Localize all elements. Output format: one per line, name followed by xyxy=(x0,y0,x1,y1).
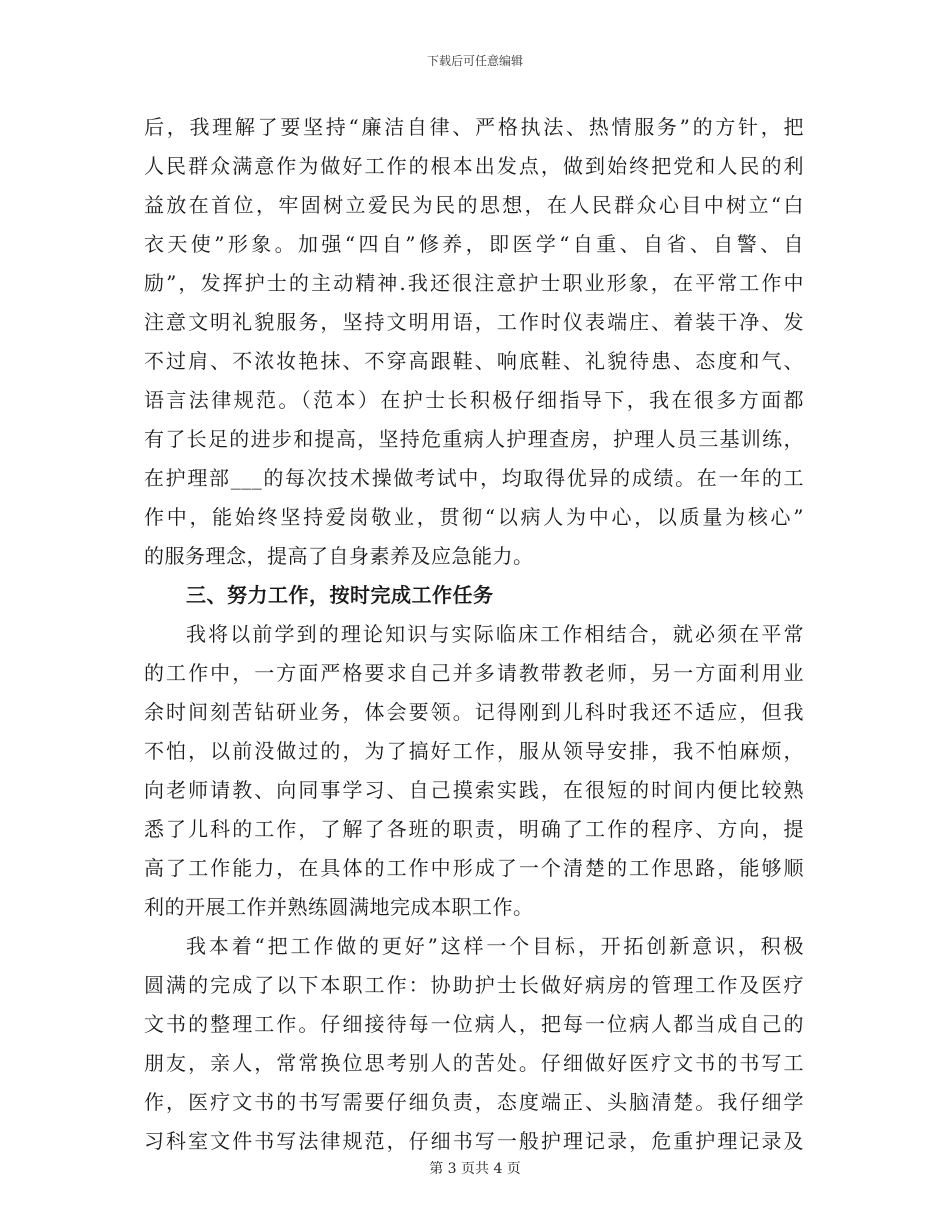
body-line: 利的开展工作并熟练圆满地完成本职工作。 xyxy=(144,895,534,919)
page-header: 下载后可任意编辑 xyxy=(426,54,523,68)
body-line: 人民群众满意作为做好工作的根本出发点，做到始终把党和人民的利 xyxy=(144,154,804,178)
body-line: 悉了儿科的工作，了解了各班的职责，明确了工作的程序、方向，提 xyxy=(144,817,804,841)
body-line: 有了长足的进步和提高，坚持危重病人护理查房，护理人员三基训练， xyxy=(144,427,804,451)
page-footer: 第 3 页共 4 页 xyxy=(429,1161,521,1177)
body-line: 作中，能始终坚持爱岗敬业，贯彻“以病人为中心，以质量为核心” xyxy=(144,505,804,529)
body-line: 我本着“把工作做的更好”这样一个目标，开拓创新意识，积极 xyxy=(186,934,804,958)
body-line: 向老师请教、向同事学习、自己摸索实践，在很短的时间内便比较熟 xyxy=(144,778,804,802)
body-line: 作，医疗文书的书写需要仔细负责，态度端正、头脑清楚。我仔细学 xyxy=(144,1090,804,1114)
body-line: 圆满的完成了以下本职工作：协助护士长做好病房的管理工作及医疗 xyxy=(144,973,804,997)
body-line: 余时间刻苦钻研业务，体会要领。记得刚到儿科时我还不适应，但我 xyxy=(144,700,804,724)
body-line: 朋友，亲人，常常换位思考别人的苦处。仔细做好医疗文书的书写工 xyxy=(144,1051,804,1075)
body-line: 后，我理解了要坚持“廉洁自律、严格执法、热情服务”的方针，把 xyxy=(144,115,804,139)
body-line: 益放在首位，牢固树立爱民为民的思想，在人民群众心目中树立“白 xyxy=(144,193,804,217)
body-line: 的服务理念，提高了自身素养及应急能力。 xyxy=(144,544,534,568)
body-line: 的工作中，一方面严格要求自己并多请教带教老师，另一方面利用业 xyxy=(144,661,804,685)
body-line: 励”，发挥护士的主动精神.我还很注意护士职业形象，在平常工作中 xyxy=(144,271,804,295)
body-line: 注意文明礼貌服务，坚持文明用语，工作时仪表端庄、着装干净、发 xyxy=(144,310,804,334)
body-line: 不怕，以前没做过的，为了搞好工作，服从领导安排，我不怕麻烦， xyxy=(144,739,804,763)
document-body xyxy=(144,108,804,1161)
body-line: 衣天使”形象。加强“四自”修养，即医学“自重、自省、自警、自 xyxy=(144,232,804,256)
body-line: 语言法律规范。（范本）在护士长积极仔细指导下，我在很多方面都 xyxy=(144,388,804,412)
body-line: 文书的整理工作。仔细接待每一位病人，把每一位病人都当成自己的 xyxy=(144,1012,804,1036)
body-line: 高了工作能力，在具体的工作中形成了一个清楚的工作思路，能够顺 xyxy=(144,856,804,880)
body-line: 不过肩、不浓妆艳抹、不穿高跟鞋、响底鞋、礼貌待患、态度和气、 xyxy=(144,349,804,373)
body-line: 在护理部___的每次技术操做考试中，均取得优异的成绩。在一年的工 xyxy=(144,466,804,490)
body-line: 习科室文件书写法律规范，仔细书写一般护理记录，危重护理记录及 xyxy=(144,1129,804,1153)
section-heading: 三、努力工作，按时完成工作任务 xyxy=(186,583,494,607)
body-line: 我将以前学到的理论知识与实际临床工作相结合，就必须在平常 xyxy=(186,622,804,646)
